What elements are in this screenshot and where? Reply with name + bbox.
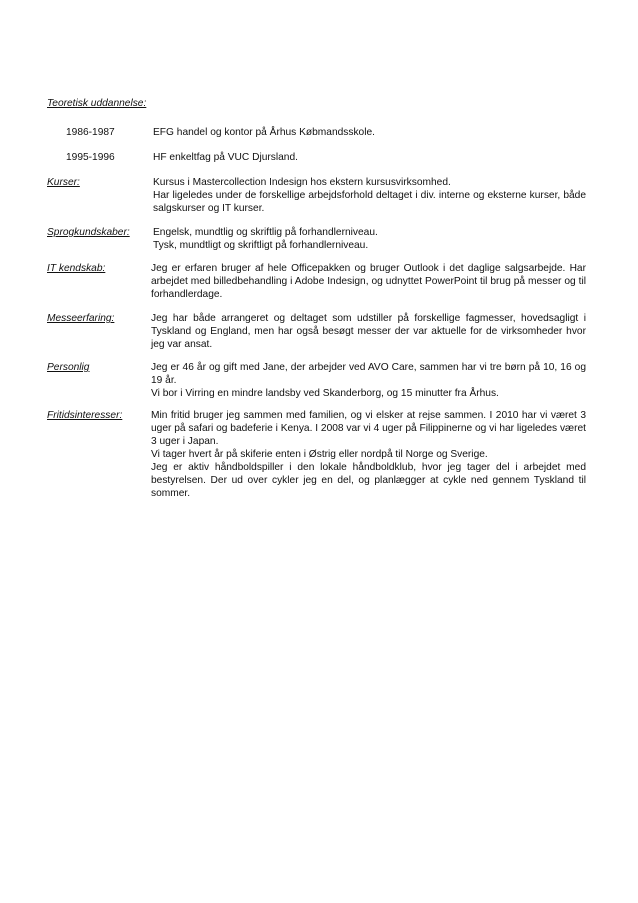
education-years-1: 1986-1987 [66,127,115,138]
trade-fair-paragraph-1: Jeg har både arrangeret og deltaget som udstiller på forskellige fagmesser, hovedsagligt i Tyskland og England, men har også besøgt messer der var aktuelle for de virksomheder hvor jeg var ansat. [151,313,586,350]
hobbies-label: Fritidsinteresser: [47,410,123,421]
hobbies-paragraph-3: Jeg er aktiv håndboldspiller i den lokale håndboldklub, hvor jeg tager del i arbejdet med bestyrelsen. Der ud over cykler jeg en del, og planlægger at cykle ned gennem Tyskland til sommer. [151,462,586,499]
education-text-1: EFG handel og kontor på Århus Købmandsskole. [153,127,375,138]
education-years-2: 1995-1996 [66,152,115,163]
personal-label: Personlig [47,362,90,373]
languages-paragraph-2: Tysk, mundtligt og skriftligt på forhandlerniveau. [153,240,369,251]
courses-paragraph-2: Har ligeledes under de forskellige arbejdsforhold deltaget i div. interne og eksterne kurser, både salgskurser og IT kurser. [153,190,586,214]
trade-fair-content [151,312,586,351]
languages-content [153,226,586,252]
personal-paragraph-1: Jeg er 46 år og gift med Jane, der arbejder ved AVO Care, sammen har vi tre børn på 10, 16 og 19 år. [151,362,586,386]
personal-content [151,361,586,400]
education-heading: Teoretisk uddannelse: [47,98,147,109]
courses-label: Kurser: [47,177,80,188]
it-skills-label: IT kendskab: [47,263,106,274]
trade-fair-label: Messeerfaring: [47,313,115,324]
languages-label: Sprogkundskaber: [47,227,130,238]
personal-paragraph-2: Vi bor i Virring en mindre landsby ved Skanderborg, og 15 minutter fra Århus. [151,388,499,399]
languages-paragraph-1: Engelsk, mundtlig og skriftlig på forhandlerniveau. [153,227,378,238]
it-skills-paragraph-1: Jeg er erfaren bruger af hele Officepakken og bruger Outlook i det daglige salgsarbejde. Har arbejdet med billedbehandling i Adobe Indesign, og udnyttet PowerPoint til brug på messer og til forhandlerdage. [151,263,586,300]
hobbies-paragraph-1: Min fritid bruger jeg sammen med familien, og vi elsker at rejse sammen. I 2010 har vi været 3 uger på safari og badeferie i Kenya. I 2008 var vi 4 uger på Filippinerne og vi har ligeledes været 3 uger i Japan. [151,410,586,447]
it-skills-content [151,262,586,301]
education-text-2: HF enkeltfag på VUC Djursland. [153,152,298,163]
courses-paragraph-1: Kursus i Mastercollection Indesign hos ekstern kursusvirksomhed. [153,177,451,188]
hobbies-content [151,409,586,500]
courses-content [153,176,586,215]
hobbies-paragraph-2: Vi tager hvert år på skiferie enten i Østrig eller nordpå til Norge og Sverige. [151,449,488,460]
